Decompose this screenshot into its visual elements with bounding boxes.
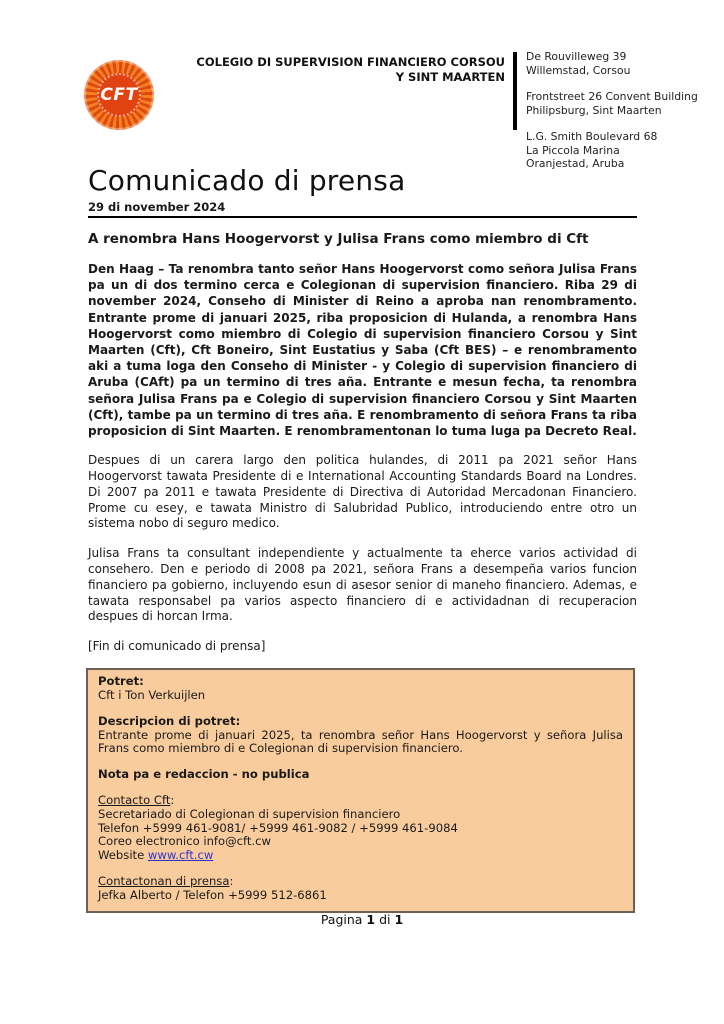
address-line: L.G. Smith Boulevard 68 bbox=[526, 130, 658, 143]
cft-logo-text: CFT bbox=[100, 85, 138, 105]
box-spacer bbox=[98, 703, 623, 715]
footer-prefix: Pagina bbox=[320, 912, 367, 927]
cft-logo-inner-circle bbox=[97, 73, 141, 117]
editors-note-label: Nota pa e redaccion - no publica bbox=[98, 767, 310, 782]
address-line: Oranjestad, Aruba bbox=[526, 157, 625, 170]
article-heading: A renombra Hans Hoogervorst y Julisa Frans como miembro di Cft bbox=[88, 231, 589, 247]
press-contact-label: Contactonan di prensa bbox=[98, 873, 230, 888]
footer-separator: di bbox=[375, 912, 395, 927]
address-line: Philipsburg, Sint Maarten bbox=[526, 103, 662, 117]
address-line: La Piccola Marina bbox=[526, 143, 620, 157]
website-line bbox=[98, 849, 623, 863]
address-line: Willemstad, Corsou bbox=[526, 63, 631, 77]
organization-title: COLEGIO DI SUPERVISION FINANCIERO CORSOU Y SINT MAARTEN bbox=[196, 55, 505, 84]
address-line: Frontstreet 26 Convent Building bbox=[526, 90, 698, 103]
contact-cft-heading bbox=[98, 794, 623, 808]
website-link[interactable]: www.cft.cw bbox=[147, 848, 214, 863]
press-contact-heading bbox=[98, 875, 623, 889]
contact-cft-label: Contacto Cft bbox=[98, 792, 171, 807]
website-label: Website bbox=[98, 848, 148, 863]
photo-description-label: Descripcion di potret: bbox=[98, 713, 241, 728]
document-date: 29 di november 2024 bbox=[88, 200, 226, 214]
cft-logo bbox=[84, 60, 154, 130]
page-footer bbox=[0, 912, 724, 927]
contact-secretariat-line: Secretariado di Colegionan di supervision financiero bbox=[98, 806, 401, 821]
address-line: De Rouvilleweg 39 bbox=[526, 50, 627, 63]
lead-paragraph: Den Haag – Ta renombra tanto señor Hans Hoogervorst como señora Julisa Frans pa un di dos termino cerca e Colegionan di supervision financiero. Riba 29 di november 2024, Conseho di Minister di Reino a aproba nan renombramento. Entrante prome di januari 2025, riba proposicion di Hulanda, a renombra Hans Hoogervorst como miembro di Colegio di supervision financiero Corsou y Sint Maarten (Cft), Cft Boneiro, Sint Eustatius y Saba (Cft BES) – e renombramento aki a tuma loga den Conseho di Minister - y Colegio di supervision financiero di Aruba (CAft) pa un termino di tres aña. Entrante e mesun fecha, ta renombra señora Julisa Frans pa e Colegio di supervision financiero Corsou y Sint Maarten (Cft), tambe pa un termino di tres aña. E renombramento di señora Frans ta riba proposicion di Sint Maarten. E renombramentonan lo tuma luga pa Decreto Real. bbox=[88, 262, 637, 439]
contact-phone-line: Telefon +5999 461-9081/ +5999 461-9082 / +5999 461-9084 bbox=[98, 820, 458, 835]
footer-page-number: 1 bbox=[366, 912, 376, 927]
contact-email-line: Coreo electronico info@cft.cw bbox=[98, 834, 272, 849]
photo-description-value: Entrante prome di januari 2025, ta renombra señor Hans Hoogervorst y señora Julisa Frans como miembro di e Colegionan di supervision financiero. bbox=[98, 727, 623, 756]
end-of-release-note: [Fin di comunicado di prensa] bbox=[88, 639, 266, 654]
page-title: Comunicado di prensa bbox=[88, 164, 406, 197]
potret-label: Potret: bbox=[98, 674, 144, 689]
potret-value: Cft i Ton Verkuijlen bbox=[98, 688, 206, 702]
press-contact-value: Jefka Alberto / Telefon +5999 512-6861 bbox=[98, 887, 327, 902]
title-rule bbox=[88, 216, 637, 218]
contact-cft-colon: : bbox=[170, 792, 175, 807]
paragraph-hoogervorst-bio: Despues di un carera largo den politica hulandes, di 2011 pa 2021 señor Hans Hoogervorst tawata Presidente di e International Accounting Standards Board na Londres. Di 2007 pa 2011 e tawata Presidente di Directiva di Autoridad Mercadonan Financiero. Prome cu esey, e tawata Ministro di Salubridad Publico, introduciendo entre otro un sistema nobo di seguro medico. bbox=[88, 453, 637, 531]
footer-total-pages: 1 bbox=[394, 912, 404, 927]
paragraph-frans-bio: Julisa Frans ta consultant independiente y actualmente ta eherce varios actividad di consehero. Den e periodo di 2008 pa 2021, señora Frans a desempeña varios funcion financiero pa gobierno, incluyendo esun di asesor senior di maneho financiero. Ademas, e tawata responsabel pa varios aspecto financiero di e actividadnan di recuperacion despues di horcan Irma. bbox=[88, 546, 637, 624]
address-curacao bbox=[526, 50, 706, 77]
box-spacer bbox=[98, 782, 623, 794]
document-body bbox=[88, 164, 637, 913]
editorial-info-box bbox=[86, 668, 635, 912]
press-contact-colon: : bbox=[229, 873, 234, 888]
header-vertical-divider bbox=[513, 52, 517, 130]
address-sint-maarten bbox=[526, 90, 706, 117]
